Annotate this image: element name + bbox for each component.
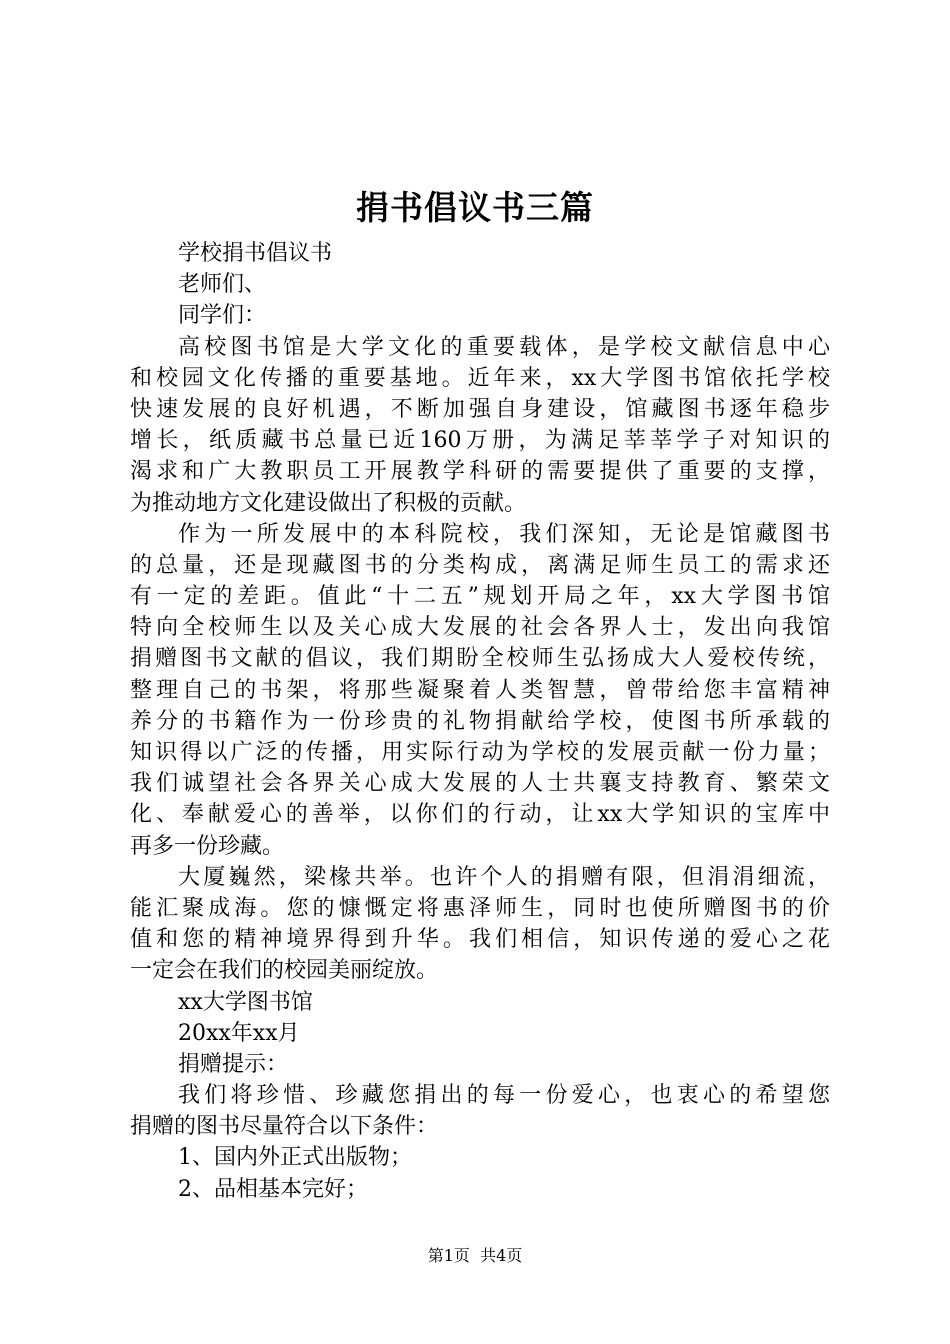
- text-line: 我们诚望社会各界关心成大发展的人士共襄支持教育、繁荣文: [130, 771, 830, 797]
- text-line: 作为一所发展中的本科院校，我们深知，无论是馆藏图书: [178, 521, 830, 547]
- text-line: 为推动地方文化建设做出了积极的贡献。: [130, 490, 527, 516]
- text-line: 整理自己的书架，将那些凝聚着人类智慧，曾带给您丰富精神: [130, 677, 830, 703]
- text-line: 老师们、: [178, 272, 267, 298]
- document-body: [130, 238, 830, 1205]
- text-line: 能汇聚成海。您的慷慨定将惠泽师生，同时也使所赠图书的价: [130, 895, 830, 921]
- text-line: 1、国内外正式出版物；: [178, 1145, 412, 1171]
- text-line: 增长，纸质藏书总量已近160万册，为满足莘莘学子对知识的: [130, 428, 830, 454]
- text-line: 高校图书馆是大学文化的重要载体，是学校文献信息中心: [178, 334, 830, 360]
- text-line: 我们将珍惜、珍藏您捐出的每一份爱心，也衷心的希望您: [178, 1083, 830, 1109]
- text-line: 20xx年xx月: [178, 1020, 300, 1046]
- text-line: 再多一份珍藏。: [130, 833, 285, 859]
- text-line: 捐赠提示：: [178, 1051, 289, 1077]
- text-line: 的总量，还是现藏图书的分类构成，离满足师生员工的需求还: [130, 552, 830, 578]
- page-footer: [0, 1244, 950, 1268]
- text-line: 大厦巍然，梁椽共举。也许个人的捐赠有限，但涓涓细流，: [178, 864, 830, 890]
- text-line: 捐赠图书文献的倡议，我们期盼全校师生弘扬成大人爱校传统，: [130, 646, 830, 672]
- text-line: 同学们：: [178, 303, 267, 329]
- text-line: xx大学图书馆: [178, 989, 313, 1015]
- page-number: 第1页: [427, 1246, 470, 1265]
- text-line: 值和您的精神境界得到升华。我们相信，知识传递的爱心之花: [130, 927, 830, 953]
- text-line: 捐赠的图书尽量符合以下条件：: [130, 1114, 439, 1140]
- page-total: 共4页: [480, 1246, 523, 1265]
- text-line: 渴求和广大教职员工开展教学科研的需要提供了重要的支撑，: [130, 459, 830, 485]
- text-line: 化、奉献爱心的善举，以你们的行动，让xx大学知识的宝库中: [130, 802, 830, 828]
- text-line: 有一定的差距。值此“十二五”规划开局之年，xx大学图书馆: [130, 584, 830, 610]
- text-line: 快速发展的良好机遇，不断加强自身建设，馆藏图书逐年稳步: [130, 396, 830, 422]
- text-line: 2、品相基本完好；: [178, 1176, 368, 1202]
- document-title: 捐书倡议书三篇: [356, 188, 594, 227]
- text-line: 特向全校师生以及关心成大发展的社会各界人士，发出向我馆: [130, 615, 830, 641]
- text-line: 学校捐书倡议书: [178, 241, 333, 266]
- text-line: 知识得以广泛的传播，用实际行动为学校的发展贡献一份力量；: [130, 740, 830, 765]
- text-line: 一定会在我们的校园美丽绽放。: [130, 958, 439, 984]
- footer-separator: [470, 1246, 480, 1265]
- text-line: 和校园文化传播的重要基地。近年来，xx大学图书馆依托学校: [130, 365, 830, 391]
- text-line: 养分的书籍作为一份珍贵的礼物捐献给学校，使图书所承载的: [130, 708, 830, 734]
